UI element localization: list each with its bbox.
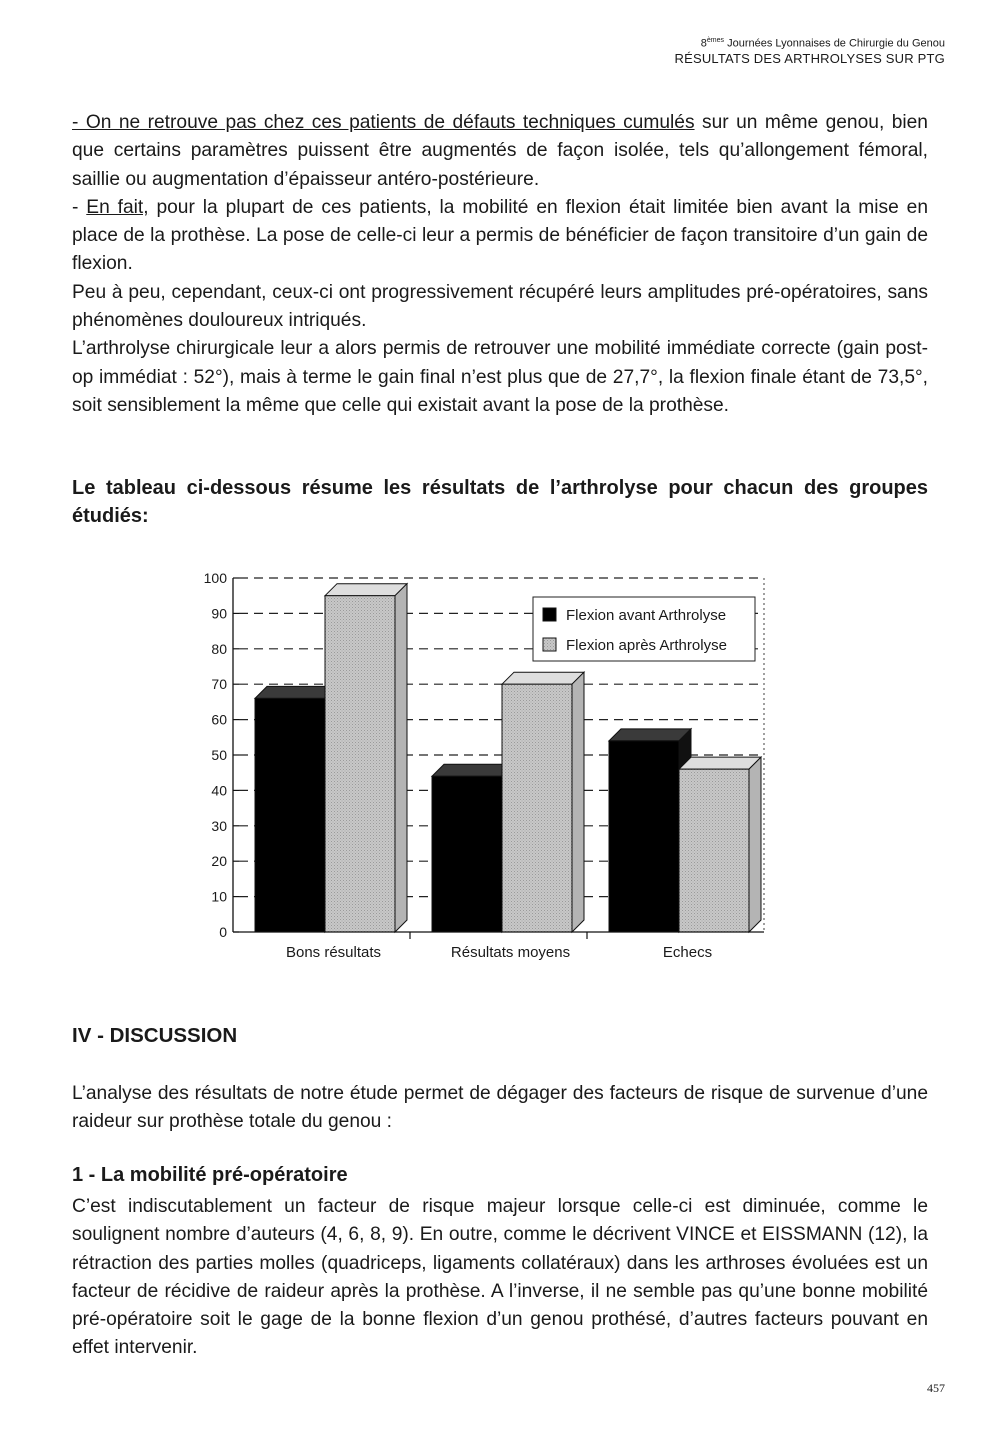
subsection-body	[72, 1193, 928, 1363]
section-title: IV - DISCUSSION	[72, 1024, 238, 1047]
conference-name	[674, 37, 945, 51]
paragraph-1-rest: sur un même genou, bien que certains paramètres puissent être augmentés de façon isolée, tels qu’allongement fémoral, saillie ou augmentation d’épaisseur antéro-postérieure.	[72, 112, 928, 190]
conference-number: 8	[700, 37, 707, 50]
x-tick-label: Bons résultats	[285, 944, 382, 961]
paragraph-3: Peu à peu, cependant, ceux-ci ont progressivement récupéré leurs amplitudes pré-opératoires, sans phénomènes douloureux intriqués.	[72, 281, 928, 332]
bar-side-face	[395, 584, 407, 932]
running-subtitle: RÉSULTATS DES ARTHROLYSES SUR PTG	[674, 51, 945, 67]
y-tick-label: 10	[211, 888, 227, 905]
x-tick-label: Echecs	[662, 944, 713, 961]
paragraph-1	[72, 109, 928, 194]
flexion-bar-chart	[190, 562, 780, 967]
y-tick-label: 50	[211, 747, 227, 763]
y-tick-label: 90	[211, 605, 227, 622]
bar-top-face	[325, 584, 407, 596]
bar	[255, 698, 325, 932]
y-tick-label: 40	[211, 782, 227, 799]
legend-swatch	[543, 638, 556, 651]
legend-label: Flexion après Arthrolyse	[566, 637, 727, 654]
discussion-intro-text: L’analyse des résultats de notre étude permet de dégager des facteurs de risque de survenue d’une raideur sur prothèse totale du genou :	[72, 1083, 928, 1133]
paragraph-1-lead: - On ne retrouve pas chez ces patients de défauts techniques cumulés	[72, 112, 695, 133]
legend	[533, 597, 755, 661]
bar	[502, 684, 572, 932]
conference-title: Journées Lyonnaises de Chirurgie du Genou	[724, 37, 945, 50]
running-header	[674, 37, 945, 68]
x-tick-label: Résultats moyens	[450, 944, 571, 961]
y-tick-label: 20	[211, 853, 227, 870]
bar	[432, 776, 502, 932]
bar-top-face	[502, 672, 584, 684]
paragraph-2-dash: -	[72, 196, 87, 218]
paragraph-4: L’arthrolyse chirurgicale leur a alors permis de retrouver une mobilité immédiate correcte (gain post-op immédiat : 52°), mais à terme le gain final n’est plus que de 27,7°, la flexion finale étant de 73,5°, soit sensiblement la même que celle qui existait avant la pose de la prothèse.	[72, 338, 928, 416]
y-tick-label: 0	[219, 924, 227, 940]
conference-ordinal: èmes	[706, 37, 725, 44]
paragraph-2-rest: pour la plupart de ces patients, la mobilité en flexion était limitée bien avant la mise en place de la prothèse. La pose de celle-ci leur a permis de bénéficier de façon transitoire d’un gain de flexion.	[72, 196, 928, 275]
y-tick-label: 30	[211, 817, 227, 834]
subsection-title: 1 - La mobilité pré-opératoire	[72, 1164, 348, 1186]
bar	[325, 596, 395, 932]
bar	[609, 741, 679, 932]
bar-top-face	[679, 757, 761, 769]
page-number: 457	[927, 1381, 945, 1395]
legend-label: Flexion avant Arthrolyse	[566, 607, 727, 624]
discussion-intro	[72, 1080, 928, 1137]
y-tick-label: 70	[211, 676, 227, 693]
y-tick-label: 100	[203, 570, 227, 586]
intro-paragraphs	[72, 109, 928, 420]
legend-swatch	[543, 608, 556, 621]
y-tick-label: 80	[211, 640, 227, 657]
subsection-text: C’est indiscutablement un facteur de risque majeur lorsque celle-ci est diminuée, comme le soulignent nombre d’auteurs (4, 6, 8, 9). En outre, comme le décrivent VINCE et EISSMANN (12), la rétraction des parties molles (quadriceps, ligaments collatéraux) dans les arthroses évoluées est un facteur de récidive de raideur après la prothèse. A l’inverse, il ne semble pas qu’une bonne mobilité pré-opératoire soit le gage de la bonne flexion d’un genou prothésé, d’autres facteurs pouvant en effet intervenir.	[72, 1196, 928, 1359]
table-intro: Le tableau ci-dessous résume les résultats de l’arthrolyse pour chacun des groupes étudiés:	[72, 477, 928, 527]
paragraph-2	[72, 194, 928, 279]
bar-side-face	[749, 757, 761, 932]
bar-side-face	[572, 672, 584, 932]
paragraph-2-lead: En fait,	[86, 196, 149, 218]
y-tick-label: 60	[211, 711, 227, 728]
bar	[679, 769, 749, 932]
bar-top-face	[609, 729, 691, 741]
